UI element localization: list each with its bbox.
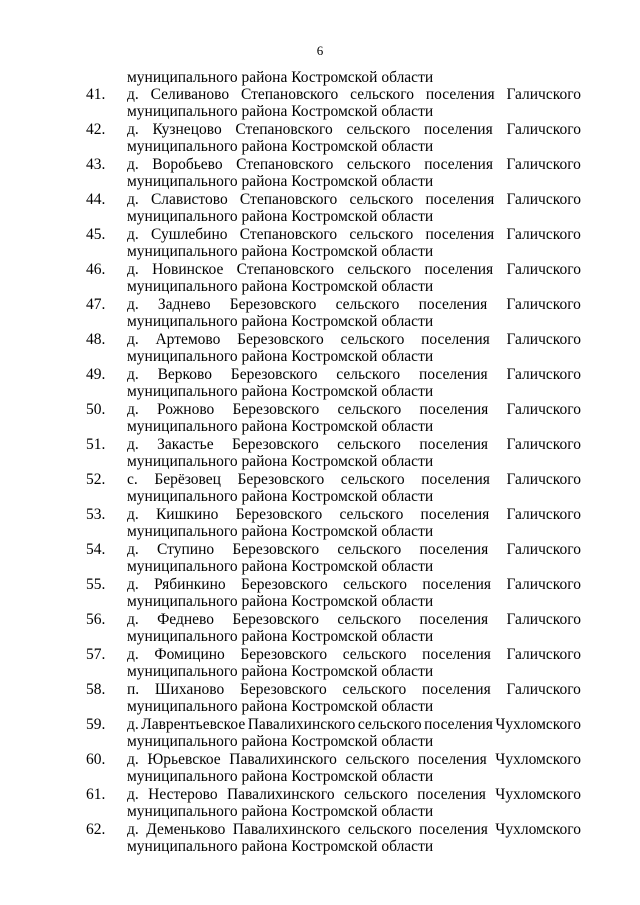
item-word: Галичского [506,471,581,488]
item-word: сельского [349,191,414,208]
item-word: Галичского [506,681,581,698]
item-number: 45. [86,226,106,243]
item-word: поселения [424,121,493,138]
item-word: д. [127,646,139,663]
item-word: Чухломского [495,786,581,803]
item-text-line-1 [127,191,581,209]
item-text-line-1 [127,681,581,699]
item-word: Кишкино [155,506,219,523]
list-item [0,576,640,611]
list-item [0,191,640,226]
list-item [0,401,640,436]
item-number: 49. [86,366,106,383]
item-word: поселения [425,226,495,243]
item-number: 44. [86,191,106,208]
item-word: сельского [336,366,401,383]
item-word: Степановского [239,191,338,208]
item-word: Рожново [156,401,215,418]
item-number: 62. [86,821,106,838]
item-word: Березовского [235,506,323,523]
item-text-line-2: муниципального района Костромской области [127,173,434,190]
item-number: 55. [86,576,106,593]
item-word: д. [127,121,139,138]
item-word: Галичского [506,121,581,138]
item-word: сельского [345,751,410,768]
item-number: 47. [86,296,106,313]
item-word: д. [127,576,139,593]
list-item [0,681,640,716]
settlement-list [0,86,640,856]
item-word: Чухломского [495,716,581,733]
item-word: д. [127,716,139,733]
item-word: Березовского [240,646,328,663]
item-word: Кузнецово [152,121,222,138]
item-text-line-1 [127,786,581,804]
item-text-line-1 [127,261,581,279]
item-word: сельского [337,401,402,418]
item-text-line-1 [127,296,581,314]
item-text-line-2: муниципального района Костромской области [127,558,434,575]
list-item [0,121,640,156]
item-word: Павалихинского [226,786,335,803]
item-text-line-1 [127,331,581,349]
item-word: д. [127,296,139,313]
item-word: поселения [421,471,490,488]
item-word: поселения [421,681,491,698]
item-word: Галичского [506,541,581,558]
item-text-line-2: муниципального района Костромской области [127,838,434,855]
item-word: поселения [422,576,492,593]
item-word: сельского [337,436,401,453]
item-word: Берёзовец [154,471,221,488]
list-item [0,436,640,471]
item-number: 60. [86,751,106,768]
item-word: д. [127,786,139,803]
item-word: д. [127,401,139,418]
item-word: Рябинкино [154,576,226,593]
list-item [0,821,640,856]
item-word: Галичского [506,436,581,453]
item-word: поселения [425,191,495,208]
item-word: поселения [419,611,489,628]
item-text-line-1 [127,576,581,594]
item-word: сельского [335,296,400,313]
item-word: сельского [342,646,407,663]
item-word: Галичского [506,191,581,208]
page-number: 6 [316,43,324,58]
item-word: Березовского [232,401,320,418]
item-word: Артемово [155,331,221,348]
item-number: 59. [86,716,106,733]
item-word: поселения [424,716,493,733]
list-item [0,471,640,506]
item-word: Березовского [237,471,325,488]
item-text-line-2: муниципального района Костромской области [127,453,434,470]
item-word: д. [127,86,139,103]
item-text-line-1 [127,541,581,559]
item-word: д. [127,366,139,383]
item-text-line-1 [127,436,581,454]
item-word: Галичского [506,261,581,278]
item-word: поселения [417,751,487,768]
item-word: сельского [347,821,412,838]
item-word: Галичского [506,296,581,313]
item-number: 58. [86,681,106,698]
list-item [0,611,640,646]
item-text-line-1 [127,86,581,104]
item-word: сельского [357,716,422,733]
list-item [0,366,640,401]
item-text-line-1 [127,401,581,419]
item-word: д. [127,436,139,453]
item-word: Степановского [236,156,334,173]
item-number: 42. [86,121,106,138]
item-text-line-2: муниципального района Костромской области [127,803,434,820]
item-word: Павалихинского [247,716,356,733]
item-word: Березовского [232,541,320,558]
item-word: д. [127,331,139,348]
list-item [0,226,640,261]
list-item [0,541,640,576]
item-text-line-2: муниципального района Костромской области [127,628,434,645]
item-word: сельского [346,121,411,138]
item-text-line-1 [127,156,581,174]
item-text-line-1 [127,366,581,384]
item-word: сельского [340,331,405,348]
item-word: Галичского [506,86,581,103]
item-word: д. [127,156,139,173]
item-word: Степановского [240,86,339,103]
item-word: Шиханово [154,681,225,698]
item-word: Галичского [506,506,581,523]
item-text-line-2: муниципального района Костромской области [127,768,434,785]
list-item [0,296,640,331]
list-item [0,86,640,121]
item-word: сельского [343,576,407,593]
item-word: Галичского [506,646,581,663]
item-text-line-2: муниципального района Костромской области [127,103,434,120]
item-word: поселения [422,646,491,663]
item-word: Галичского [506,156,581,173]
item-word: поселения [418,296,488,313]
item-text-line-1 [127,226,581,244]
item-word: сельского [342,681,407,698]
item-text-line-2: муниципального района Костромской области [127,278,434,295]
item-text-line-2: муниципального района Костромской области [127,348,434,365]
item-word: поселения [418,366,488,383]
item-word: Верково [157,366,212,383]
item-word: Галичского [506,366,581,383]
item-word: д. [127,821,139,838]
item-text-line-2: муниципального района Костромской области [127,383,434,400]
item-number: 43. [86,156,106,173]
item-number: 57. [86,646,106,663]
item-word: сельского [346,156,411,173]
item-word: Лаврентьевское [141,716,246,733]
item-word: Березовского [230,366,318,383]
item-word: сельского [337,541,402,558]
item-word: Заднево [157,296,211,313]
item-word: сельского [339,506,404,523]
list-item [0,261,640,296]
item-word: поселения [425,86,495,103]
item-word: Фомицино [154,646,225,663]
item-word: Березовского [229,296,317,313]
item-number: 48. [86,331,106,348]
item-word: Павалихинского [232,821,341,838]
item-word: Деменьково [146,821,226,838]
item-word: с. [127,471,138,488]
item-text-line-2: муниципального района Костромской области [127,208,434,225]
item-word: Воробьево [152,156,223,173]
item-word: поселения [417,786,486,803]
item-number: 52. [86,471,106,488]
item-word: поселения [419,436,489,453]
item-word: Павалихинского [229,751,337,768]
item-text-line-1 [127,611,581,629]
item-word: д. [127,751,139,768]
item-text-line-2: муниципального района Костромской области [127,488,434,505]
item-word: Галичского [506,401,581,418]
item-text-line-2: муниципального района Костромской области [127,313,434,330]
item-number: 51. [86,436,106,453]
item-number: 46. [86,261,106,278]
item-text-line-2: муниципального района Костромской области [127,593,434,610]
item-number: 53. [86,506,106,523]
item-number: 41. [86,86,106,103]
item-word: Сушлебино [151,226,228,243]
item-word: Степановского [236,261,334,278]
continued-text-line: муниципального района Костромской области [127,69,434,86]
list-item [0,786,640,821]
item-word: п. [127,681,140,698]
item-word: д. [127,611,139,628]
item-word: Степановского [235,121,333,138]
item-word: сельского [349,226,414,243]
item-text-line-2: муниципального района Костромской области [127,418,434,435]
item-text-line-2: муниципального района Костромской области [127,523,434,540]
item-number: 50. [86,401,106,418]
item-text-line-2: муниципального района Костромской области [127,698,434,715]
item-word: Степановского [239,226,338,243]
item-word: Закастье [157,436,214,453]
item-text-line-1 [127,646,581,664]
item-word: поселения [419,401,489,418]
list-item [0,716,640,751]
item-word: поселения [424,261,494,278]
item-word: Нестерово [148,786,218,803]
item-word: Березовского [239,681,327,698]
item-text-line-1 [127,471,581,489]
list-item [0,156,640,191]
item-word: д. [127,506,139,523]
item-word: сельского [343,786,408,803]
item-word: поселения [424,156,493,173]
list-item [0,331,640,366]
item-word: Чухломского [495,751,581,768]
item-word: Галичского [506,576,581,593]
list-item [0,646,640,681]
item-word: Чухломского [495,821,581,838]
item-number: 56. [86,611,106,628]
item-word: Селиваново [150,86,230,103]
item-word: Березовского [237,331,324,348]
item-word: поселения [419,821,488,838]
item-word: д. [127,541,139,558]
item-word: Славистово [150,191,228,208]
item-word: д. [127,226,139,243]
item-text-line-1 [127,751,581,769]
item-word: Феднево [157,611,215,628]
item-word: Галичского [506,331,581,348]
item-number: 54. [86,541,106,558]
item-word: поселения [420,506,490,523]
item-text-line-1 [127,821,581,839]
item-word: Новинское [152,261,224,278]
item-text-line-2: муниципального района Костромской области [127,243,434,260]
list-item [0,506,640,541]
item-word: поселения [419,541,489,558]
item-text-line-2: муниципального района Костромской области [127,138,434,155]
item-text-line-1 [127,506,581,524]
item-word: сельского [350,86,414,103]
list-item [0,751,640,786]
item-word: д. [127,261,139,278]
item-word: Галичского [506,226,581,243]
item-text-line-2: муниципального района Костромской области [127,733,434,750]
item-word: сельского [337,611,402,628]
item-word: сельского [347,261,412,278]
item-word: сельского [340,471,405,488]
item-word: Березовского [231,436,319,453]
item-word: д. [127,191,139,208]
item-text-line-1 [127,121,581,139]
item-number: 61. [86,786,106,803]
item-word: поселения [421,331,490,348]
item-word: Ступино [157,541,215,558]
item-word: Галичского [506,611,581,628]
item-word: Березовского [241,576,328,593]
item-word: Березовского [232,611,320,628]
item-word: Юрьевское [147,751,221,768]
item-text-line-1 [127,716,581,734]
item-text-line-2: муниципального района Костромской области [127,663,434,680]
